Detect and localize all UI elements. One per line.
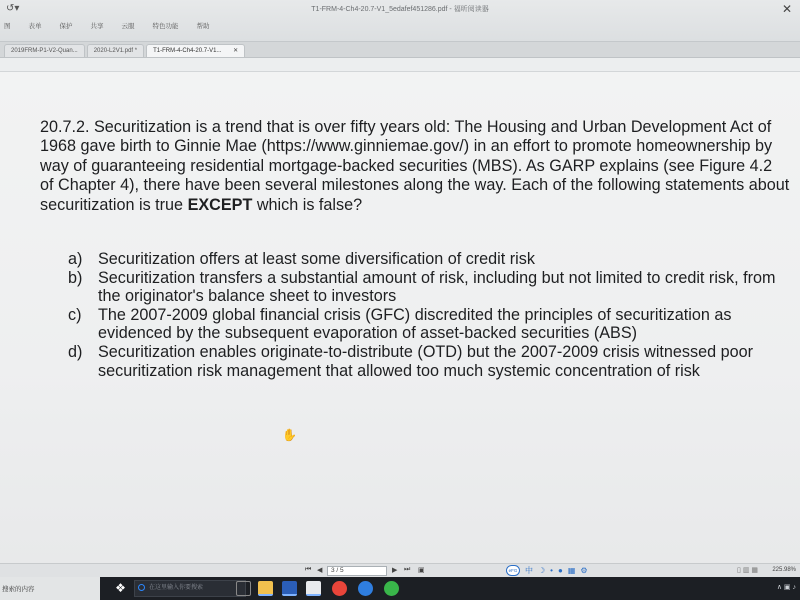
option-item bbox=[68, 343, 788, 380]
word-icon[interactable] bbox=[282, 581, 297, 596]
option-item bbox=[68, 250, 788, 269]
mic-icon[interactable]: ● bbox=[557, 566, 563, 575]
option-item bbox=[68, 269, 788, 306]
document-tabs bbox=[0, 42, 800, 58]
question-body: 20.7.2. Securitization is a trend that is over fifty years old: The Housing and Urban Development Act of 1968 gave birth to Ginnie Mae (https://www.ginniemae.gov/) in an effort to promote homeownership by way of guaranteeing residential mortgage-backed securities (MBS). As GARP explains (see Figure 4.2 of Chapter 4), there have been several milestones along the way. Each of the following statements about securitization is true bbox=[40, 118, 790, 214]
option-letter: c) bbox=[68, 305, 82, 324]
task-view-icon[interactable] bbox=[236, 581, 251, 596]
doc-tab[interactable] bbox=[87, 44, 144, 57]
option-letter: d) bbox=[68, 342, 83, 361]
taskbar-search-box[interactable] bbox=[134, 580, 246, 597]
hand-cursor-icon: ✋ bbox=[282, 428, 297, 442]
ribbon-tab[interactable]: 特色功能 bbox=[152, 23, 179, 30]
pdf-reader-icon[interactable] bbox=[306, 581, 321, 596]
option-text: Securitization enables originate-to-distribute (OTD) but the 2007-2009 crisis witnessed poor securitization risk management that allowed too much systemic concentration of risk bbox=[98, 342, 754, 380]
ribbon-tab[interactable]: 云服 bbox=[121, 23, 135, 30]
option-text: Securitization transfers a substantial amount of risk, including but not limited to credit risk, from the originator's balance sheet to investors bbox=[98, 268, 776, 306]
chrome-icon[interactable] bbox=[332, 581, 347, 596]
quick-access-icon[interactable]: ↺▾ bbox=[6, 3, 20, 14]
next-page-icon[interactable]: ▶ bbox=[392, 567, 398, 574]
close-tab-icon[interactable]: ✕ bbox=[233, 48, 239, 54]
first-page-icon[interactable]: ⏮ bbox=[305, 566, 312, 573]
taskbar bbox=[0, 577, 800, 600]
ime-toolbar bbox=[506, 565, 588, 576]
edge-icon[interactable] bbox=[358, 581, 373, 596]
page-number-input[interactable]: 3 / 5 bbox=[327, 566, 387, 576]
option-letter: b) bbox=[68, 268, 83, 287]
doc-tab[interactable] bbox=[4, 44, 85, 57]
option-item bbox=[68, 306, 788, 343]
ribbon-tab[interactable]: 表单 bbox=[28, 23, 42, 30]
moon-icon[interactable]: ☽ bbox=[538, 566, 546, 575]
view-mode-icons[interactable]: ▯ ▥ ▦ bbox=[737, 567, 758, 574]
document-page bbox=[0, 72, 800, 564]
title-bar bbox=[0, 0, 800, 42]
answer-options bbox=[68, 250, 788, 380]
settings-icon[interactable]: ⚙ bbox=[580, 566, 588, 575]
fit-page-icon[interactable]: ▣ bbox=[418, 567, 425, 574]
option-text: The 2007-2009 global financial crisis (GFC) discredited the principles of securitization as evidenced by the subsequent evaporation of asset-backed securities (ABS) bbox=[98, 305, 732, 343]
start-button[interactable]: ❖ bbox=[115, 581, 126, 595]
ribbon-tab[interactable]: 图 bbox=[4, 23, 11, 30]
toolbar-strip bbox=[0, 58, 800, 72]
system-tray-icons[interactable]: ∧ ▣ ♪ bbox=[776, 584, 796, 591]
doc-tab-label: 2019FRM-P1-V2-Quan... bbox=[11, 48, 78, 54]
zoom-level[interactable]: 225.98% bbox=[772, 567, 796, 573]
file-explorer-icon[interactable] bbox=[258, 581, 273, 596]
prev-page-icon[interactable]: ◀ bbox=[317, 567, 323, 574]
question-text bbox=[40, 118, 790, 215]
last-page-icon[interactable]: ⏭ bbox=[404, 566, 411, 573]
ribbon-tab[interactable]: 帮助 bbox=[196, 23, 210, 30]
doc-tab-active[interactable] bbox=[146, 44, 245, 57]
window-title: T1-FRM-4-Ch4-20.7-V1_5edafef451286.pdf - 福昕阅读器 bbox=[311, 6, 489, 13]
wechat-icon[interactable] bbox=[384, 581, 399, 596]
ribbon-tabs bbox=[0, 20, 219, 34]
ribbon-tab[interactable]: 共享 bbox=[90, 23, 104, 30]
doc-tab-label: T1-FRM-4-Ch4-20.7-V1... bbox=[153, 48, 222, 54]
question-emphasis: EXCEPT bbox=[187, 195, 253, 214]
punctuation-icon[interactable]: • bbox=[550, 566, 553, 575]
question-suffix: which is false? bbox=[256, 195, 363, 214]
search-icon bbox=[138, 584, 145, 591]
close-window-icon[interactable]: ✕ bbox=[781, 2, 792, 16]
page-navigation-bar bbox=[0, 563, 800, 577]
search-placeholder: 在这里输入你要搜索 bbox=[149, 585, 204, 591]
ime-language[interactable]: 中 bbox=[525, 566, 533, 575]
option-letter: a) bbox=[68, 250, 83, 268]
option-text: Securitization offers at least some diversification of credit risk bbox=[98, 250, 535, 268]
keyboard-icon[interactable]: ▦ bbox=[567, 566, 576, 575]
doc-tab-label: 2020-L2V1.pdf * bbox=[93, 48, 138, 54]
status-bar-text: 搜索的内容 bbox=[0, 577, 100, 600]
ime-badge[interactable]: eFG bbox=[506, 565, 520, 576]
ribbon-tab[interactable]: 保护 bbox=[59, 23, 73, 30]
